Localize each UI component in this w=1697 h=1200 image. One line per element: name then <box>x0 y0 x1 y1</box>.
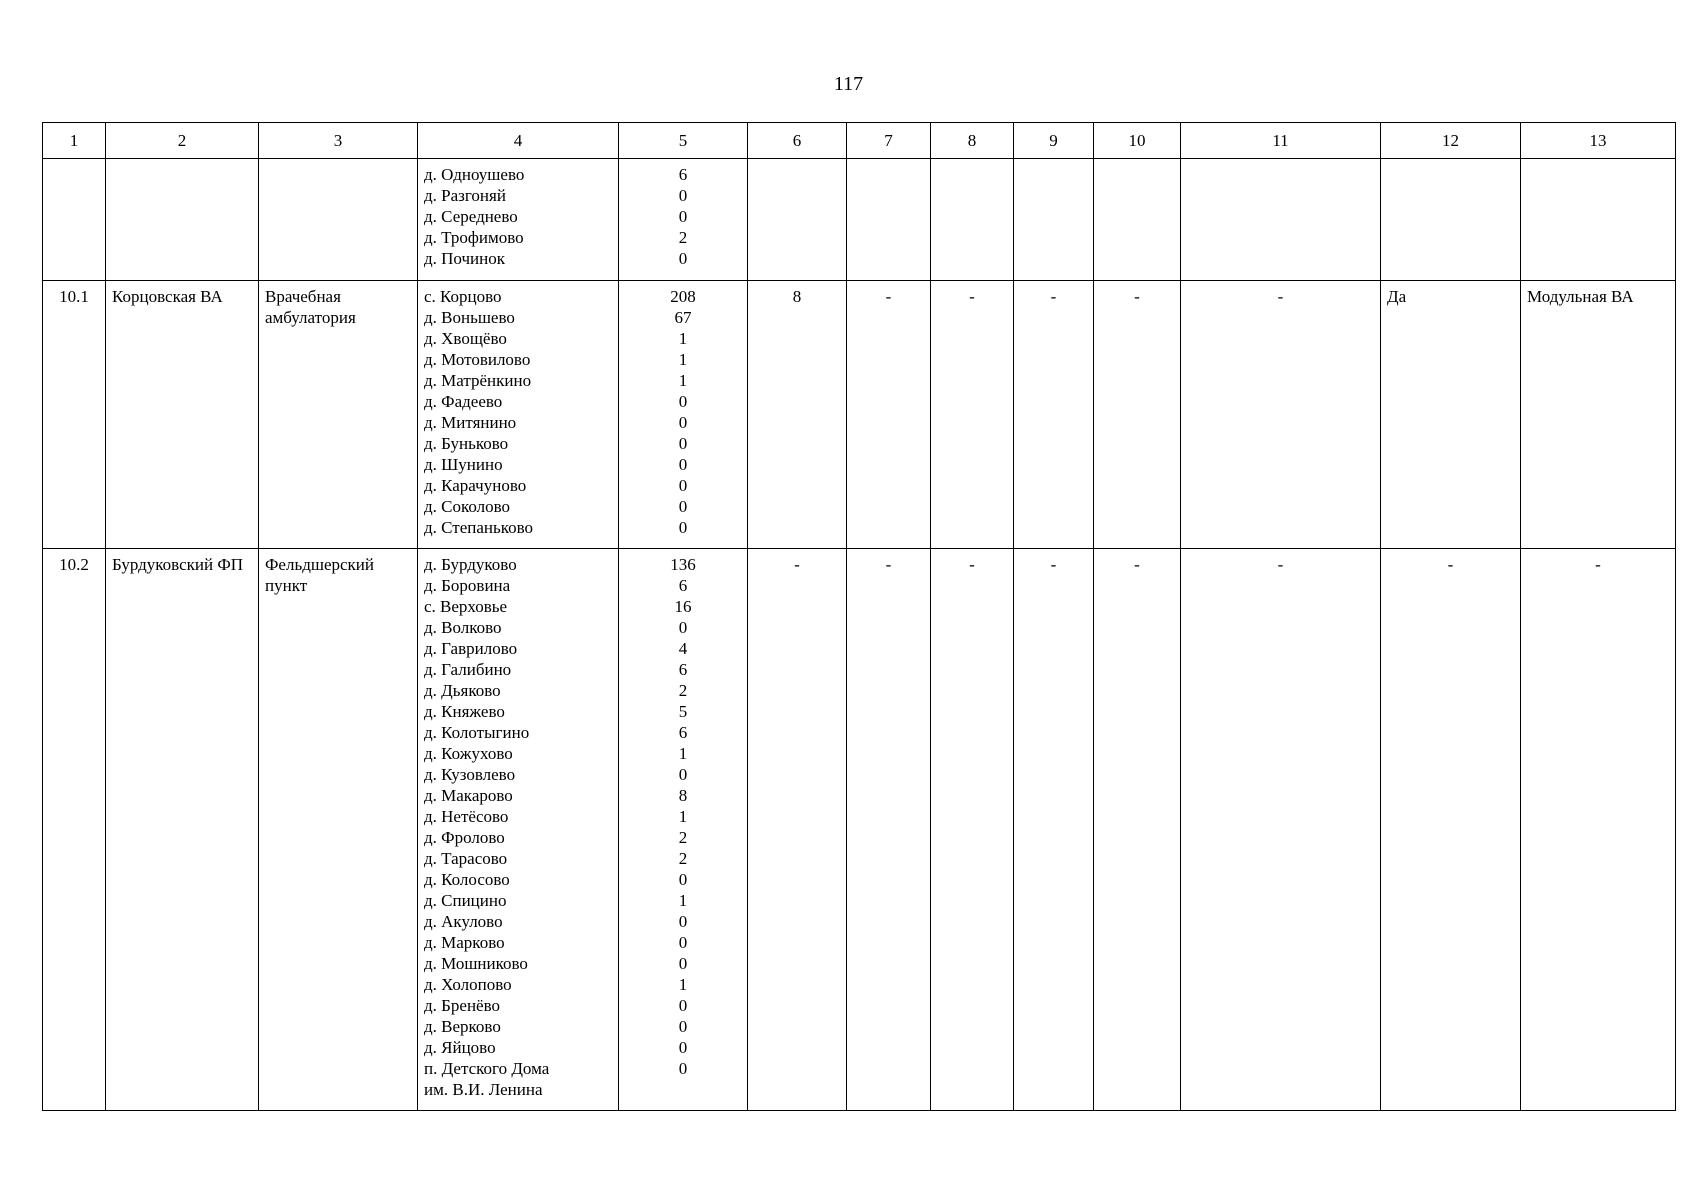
column-number: 6 <box>748 123 847 159</box>
col13-value: - <box>1595 555 1601 574</box>
population-value: 0 <box>678 912 688 931</box>
col7-value: - <box>885 555 892 574</box>
population-value: 0 <box>678 207 688 226</box>
settlement-item: д. Матрёнкино <box>424 371 532 390</box>
column-number: 10 <box>1094 123 1181 159</box>
settlement-item: д. Середнево <box>424 207 518 226</box>
population-value: 0 <box>678 618 688 637</box>
column-number: 2 <box>106 123 259 159</box>
col11-value: - <box>1277 287 1284 306</box>
settlement-item: д. Бурдуково <box>424 555 517 574</box>
col6-value: 8 <box>792 287 802 306</box>
population-value: 5 <box>678 702 688 721</box>
settlement-item: д. Яйцово <box>424 1038 496 1057</box>
column-number-row <box>43 123 1676 159</box>
settlement-item: д. Кожухово <box>424 744 513 763</box>
population-value: 0 <box>678 1038 688 1057</box>
settlement-item: с. Корцово <box>424 287 502 306</box>
population-value: 2 <box>678 849 688 868</box>
settlement-item: д. Одноушево <box>424 165 525 184</box>
facility-type <box>259 159 417 168</box>
facility-name: Бурдуковский ФП <box>112 555 244 574</box>
settlement-item: д. Галибино <box>424 660 512 679</box>
facility-type: Фельдшерский пункт <box>265 555 374 595</box>
population-value: 1 <box>678 329 688 348</box>
col10-value: - <box>1134 287 1140 306</box>
population-value: 1 <box>678 975 688 994</box>
population-value: 6 <box>678 165 688 184</box>
settlement-item: д. Холопово <box>424 975 512 994</box>
col11-value <box>1181 159 1380 168</box>
col6-value: - <box>794 555 800 574</box>
settlement-item: д. Разгоняй <box>424 186 506 205</box>
population-value: 8 <box>678 786 688 805</box>
page-number: 117 <box>833 73 864 95</box>
settlement-list <box>418 549 618 1104</box>
col9-value: - <box>1050 287 1057 306</box>
column-number: 1 <box>43 123 106 159</box>
population-value: 1 <box>678 744 688 763</box>
population-value: 0 <box>678 434 688 453</box>
col10-value <box>1094 159 1180 168</box>
settlement-item: д. Марково <box>424 933 505 952</box>
col9-value: - <box>1050 555 1057 574</box>
settlement-item: д. Карачуново <box>424 476 527 495</box>
settlement-item: д. Нетёсово <box>424 807 509 826</box>
population-value: 6 <box>678 576 688 595</box>
col12-value <box>1381 159 1520 168</box>
population-value: 6 <box>678 660 688 679</box>
col7-value <box>847 159 930 168</box>
population-value: 0 <box>678 765 688 784</box>
settlement-item: им. В.И. Ленина <box>424 1080 543 1099</box>
settlement-item: д. Шунино <box>424 455 503 474</box>
col13-value: Модульная ВА <box>1527 287 1634 306</box>
column-number: 13 <box>1521 123 1676 159</box>
population-value: 67 <box>674 308 692 327</box>
settlement-item: д. Спицино <box>424 891 507 910</box>
settlement-item: с. Верховье <box>424 597 508 616</box>
settlement-item: д. Фролово <box>424 828 505 847</box>
settlement-list <box>418 159 618 273</box>
column-number: 11 <box>1181 123 1381 159</box>
population-value: 16 <box>674 597 692 616</box>
settlement-item: д. Буньково <box>424 434 509 453</box>
population-value: 0 <box>678 455 688 474</box>
table-row <box>43 281 1676 549</box>
table-row <box>43 549 1676 1111</box>
col12-value: Да <box>1387 287 1407 306</box>
population-value: 0 <box>678 413 688 432</box>
settlement-item: д. Акулово <box>424 912 503 931</box>
col8-value: - <box>969 555 975 574</box>
column-number: 12 <box>1381 123 1521 159</box>
column-number: 4 <box>418 123 619 159</box>
settlement-item: д. Боровина <box>424 576 511 595</box>
population-value: 0 <box>678 186 688 205</box>
col8-value <box>931 159 1013 168</box>
settlement-item: д. Княжево <box>424 702 505 721</box>
row-number: 10.2 <box>59 555 89 574</box>
settlement-item: д. Степаньково <box>424 518 534 537</box>
col6-value <box>748 159 846 168</box>
column-number: 7 <box>847 123 931 159</box>
table-row <box>43 159 1676 281</box>
population-value: 1 <box>678 371 688 390</box>
settlement-item: д. Мошниково <box>424 954 528 973</box>
settlement-item: д. Колосово <box>424 870 510 889</box>
settlement-item: д. Мотовилово <box>424 350 531 369</box>
settlement-item: д. Дьяково <box>424 681 501 700</box>
col9-value <box>1014 159 1093 168</box>
settlement-item: д. Волково <box>424 618 502 637</box>
settlement-item: д. Хвощёво <box>424 329 507 348</box>
population-list <box>619 281 747 542</box>
population-value: 0 <box>678 392 688 411</box>
row-number: 10.1 <box>59 287 89 306</box>
population-value: 208 <box>670 287 696 306</box>
settlement-item: д. Митянино <box>424 413 517 432</box>
population-value: 0 <box>678 870 688 889</box>
facility-type: Врачебная амбулатория <box>265 287 356 327</box>
population-value: 0 <box>678 1059 688 1078</box>
facility-name <box>106 159 258 168</box>
settlements-table <box>42 122 1676 1111</box>
population-value: 0 <box>678 249 688 268</box>
population-value: 2 <box>678 828 688 847</box>
population-value: 6 <box>678 723 688 742</box>
settlement-item: п. Детского Дома <box>424 1059 550 1078</box>
settlement-item: д. Колотыгино <box>424 723 530 742</box>
population-value: 0 <box>678 954 688 973</box>
settlement-item: д. Тарасово <box>424 849 508 868</box>
population-value: 1 <box>678 350 688 369</box>
settlement-item: д. Гаврилово <box>424 639 518 658</box>
population-value: 0 <box>678 996 688 1015</box>
population-value: 1 <box>678 807 688 826</box>
population-value: 4 <box>678 639 688 658</box>
population-value: 0 <box>678 518 688 537</box>
settlement-item: д. Трофимово <box>424 228 524 247</box>
column-number: 3 <box>259 123 418 159</box>
population-value: 0 <box>678 476 688 495</box>
settlement-list <box>418 281 618 542</box>
column-number: 5 <box>619 123 748 159</box>
population-list <box>619 159 747 273</box>
column-number: 8 <box>931 123 1014 159</box>
population-value: 0 <box>678 497 688 516</box>
column-number: 9 <box>1014 123 1094 159</box>
settlement-item: д. Верково <box>424 1017 501 1036</box>
row-number <box>43 159 105 168</box>
settlement-item: д. Починок <box>424 249 505 268</box>
population-list <box>619 549 747 1083</box>
settlement-item: д. Кузовлево <box>424 765 516 784</box>
population-value: 136 <box>670 555 696 574</box>
col11-value: - <box>1277 555 1284 574</box>
population-value: 2 <box>678 228 688 247</box>
population-value: 1 <box>678 891 688 910</box>
settlement-item: д. Воньшево <box>424 308 515 327</box>
settlement-item: д. Бренёво <box>424 996 501 1015</box>
settlement-item: д. Фадеево <box>424 392 503 411</box>
col8-value: - <box>969 287 975 306</box>
col12-value: - <box>1447 555 1454 574</box>
population-value: 2 <box>678 681 688 700</box>
facility-name: Корцовская ВА <box>112 287 223 306</box>
population-value: 0 <box>678 933 688 952</box>
population-value: 0 <box>678 1017 688 1036</box>
col10-value: - <box>1134 555 1140 574</box>
settlement-item: д. Макарово <box>424 786 513 805</box>
col7-value: - <box>885 287 892 306</box>
col13-value <box>1521 159 1675 168</box>
settlement-item: д. Соколово <box>424 497 511 516</box>
